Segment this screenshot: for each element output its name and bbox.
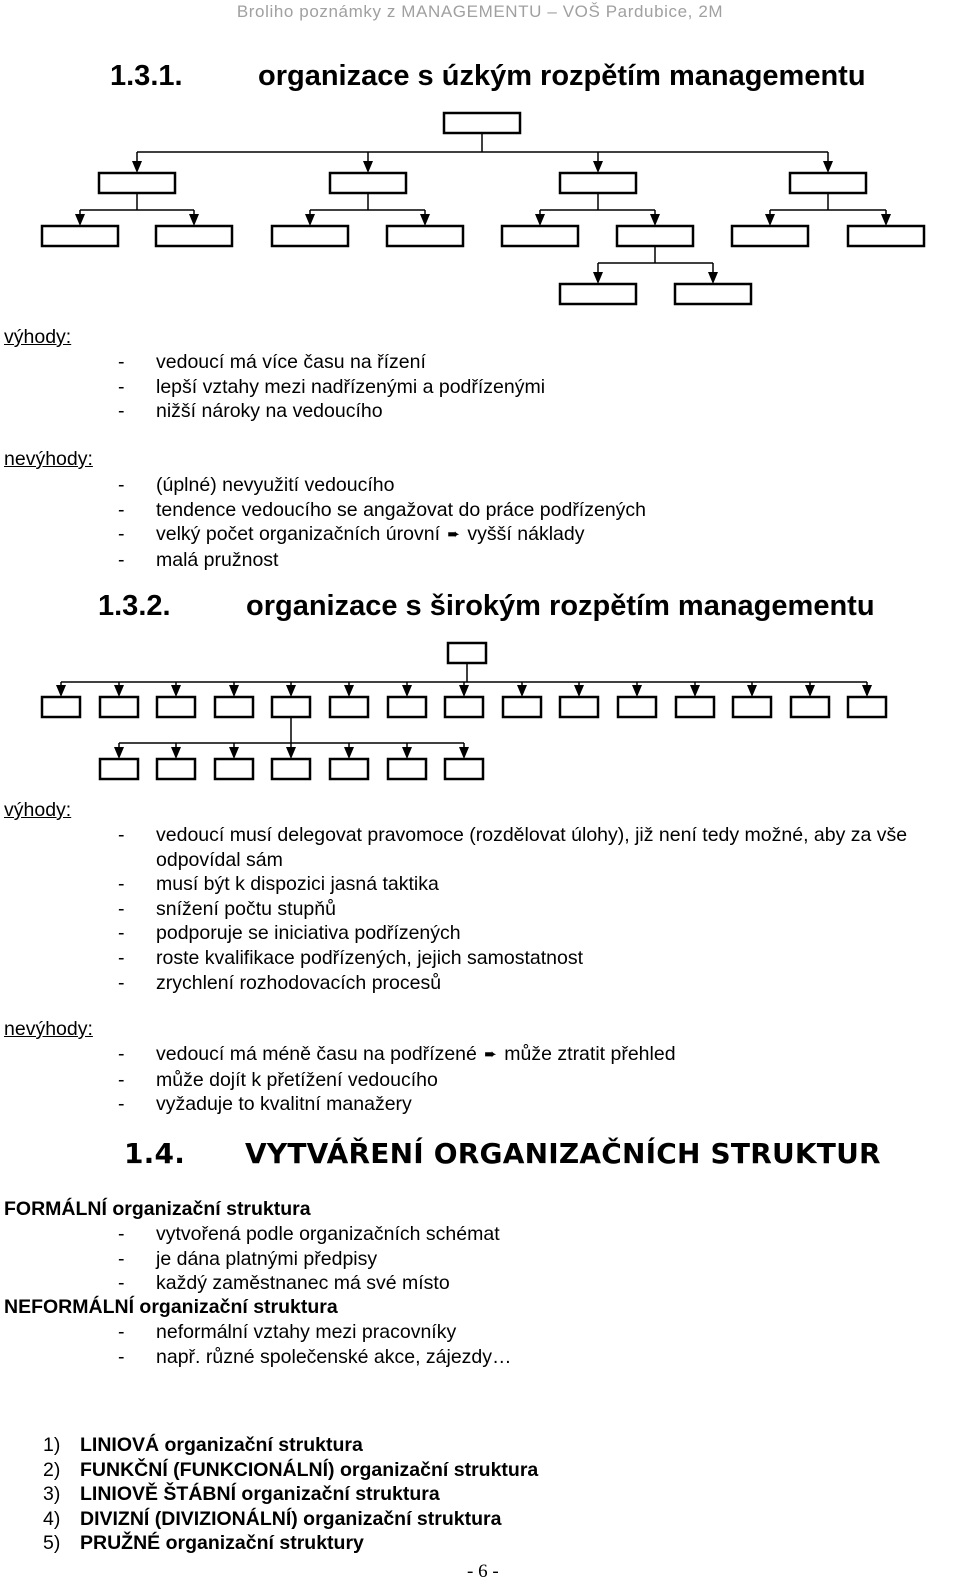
org-chart-box xyxy=(42,226,118,246)
org-chart-box xyxy=(560,697,598,717)
list-item: - může dojít k přetížení vedoucího xyxy=(118,1068,676,1093)
org-chart-box xyxy=(42,697,80,717)
list-item-text: PRUŽNÉ organizační struktury xyxy=(80,1532,364,1555)
org-chart-box xyxy=(100,759,138,779)
down-arrow-icon xyxy=(459,747,469,759)
list-item: - roste kvalifikace podřízených, jejich samostatnost xyxy=(118,946,950,971)
org-chart-box xyxy=(100,697,138,717)
disadvantages-label: nevýhody: xyxy=(4,1018,93,1040)
org-chart-box xyxy=(330,173,406,193)
down-arrow-icon xyxy=(305,214,315,226)
list-item: - vyžaduje to kvalitní manažery xyxy=(118,1092,676,1117)
down-arrow-icon xyxy=(132,161,142,173)
down-arrow-icon xyxy=(765,214,775,226)
down-arrow-icon xyxy=(535,214,545,226)
org-chart-box xyxy=(791,697,829,717)
down-arrow-icon xyxy=(114,747,124,759)
list-item-text: velký počet organizačních úrovní xyxy=(156,523,440,546)
down-arrow-icon xyxy=(402,685,412,697)
org-chart-box xyxy=(848,697,886,717)
down-arrow-icon xyxy=(420,214,430,226)
down-arrow-icon xyxy=(171,747,181,759)
down-arrow-icon xyxy=(517,685,527,697)
down-arrow-icon xyxy=(344,685,354,697)
org-chart-box xyxy=(445,697,483,717)
org-chart-box xyxy=(503,697,541,717)
list-item-text: může ztratit přehled xyxy=(504,1043,676,1065)
section-number-1-3-1: 1.3.1. xyxy=(110,60,183,92)
list-item: - tendence vedoucího se angažovat do práce podřízených xyxy=(118,498,646,523)
org-chart-box xyxy=(448,643,486,663)
list-item: - (úplné) nevyužití vedoucího xyxy=(118,473,646,498)
list-item: - je dána platnými předpisy xyxy=(118,1247,500,1272)
down-arrow-icon xyxy=(823,161,833,173)
down-arrow-icon xyxy=(402,747,412,759)
org-chart-box xyxy=(272,759,310,779)
list-item xyxy=(43,1507,538,1532)
down-arrow-icon xyxy=(574,685,584,697)
list-number: 1) xyxy=(43,1434,61,1456)
list-item: - každý zaměstnanec má své místo xyxy=(118,1271,500,1296)
wide-advantages-list xyxy=(118,823,950,995)
list-item: - nižší nároky na vedoucího xyxy=(118,399,545,424)
list-item xyxy=(43,1433,538,1458)
org-chart-box xyxy=(790,173,866,193)
list-number: 2) xyxy=(43,1458,61,1481)
down-arrow-icon xyxy=(56,685,66,697)
org-chart-box xyxy=(157,759,195,779)
advantages-label: výhody: xyxy=(4,799,72,821)
heading-rest: organizační struktura xyxy=(134,1296,338,1318)
down-arrow-icon xyxy=(286,685,296,697)
down-arrow-icon xyxy=(363,161,373,173)
heading-rest: organizační struktura xyxy=(106,1198,311,1220)
org-chart-box xyxy=(676,697,714,717)
page-header: Broliho poznámky z MANAGEMENTU – VOŠ Pardubice, 2M xyxy=(236,2,724,21)
org-chart-box xyxy=(560,173,636,193)
wide-disadvantages-list xyxy=(118,1042,676,1117)
list-item: - neformální vztahy mezi pracovníky xyxy=(118,1320,512,1345)
list-item xyxy=(43,1482,538,1507)
org-chart-box xyxy=(848,226,924,246)
down-arrow-icon xyxy=(805,685,815,697)
section-number-1-3-2: 1.3.2. xyxy=(98,590,171,622)
org-chart-box xyxy=(618,697,656,717)
page-number: - 6 - xyxy=(467,1561,499,1582)
list-item: - podporuje se iniciativa podřízených xyxy=(118,921,950,946)
section-title-narrow-span: organizace s úzkým rozpětím managementu xyxy=(258,60,866,92)
list-item xyxy=(118,1042,676,1068)
list-item-text: DIVIZNÍ (DIVIZIONÁLNÍ) organizační struktura xyxy=(80,1507,502,1530)
down-arrow-icon xyxy=(229,747,239,759)
advantages-label: výhody: xyxy=(4,326,72,348)
list-item: - snížení počtu stupňů xyxy=(118,897,950,922)
down-arrow-icon xyxy=(114,685,124,697)
list-number: 5) xyxy=(43,1532,61,1555)
list-item: - malá pružnost xyxy=(118,548,646,573)
down-arrow-icon xyxy=(747,685,757,697)
org-chart-box xyxy=(444,113,520,133)
list-item: - vedoucí musí delegovat pravomoce (rozdělovat úlohy), již není tedy možné, aby za vše odpovídal sám xyxy=(118,823,950,872)
org-chart-box xyxy=(445,759,483,779)
down-arrow-icon xyxy=(862,685,872,697)
org-chart-box xyxy=(99,173,175,193)
down-arrow-icon xyxy=(286,747,296,759)
list-item-text: vyšší náklady xyxy=(467,523,585,546)
down-arrow-icon xyxy=(593,272,603,284)
down-arrow-icon xyxy=(171,685,181,697)
org-chart-box xyxy=(272,697,310,717)
list-item-text: FUNKČNÍ (FUNKCIONÁLNÍ) organizační struktura xyxy=(80,1458,539,1481)
list-item xyxy=(118,522,646,548)
heading-caps: FORMÁLNÍ xyxy=(4,1198,107,1220)
org-chart-box xyxy=(617,226,693,246)
org-chart-box xyxy=(732,226,808,246)
list-item: - vedoucí má více času na řízení xyxy=(118,350,545,375)
org-chart-box xyxy=(157,697,195,717)
list-item xyxy=(43,1458,538,1483)
formal-structure-heading xyxy=(4,1198,311,1221)
down-arrow-icon xyxy=(189,214,199,226)
down-arrow-icon xyxy=(690,685,700,697)
org-chart-box xyxy=(388,697,426,717)
org-chart-box xyxy=(733,697,771,717)
section-title-wide-span: organizace s širokým rozpětím managementu xyxy=(246,590,875,622)
down-arrow-icon xyxy=(650,214,660,226)
org-chart-box xyxy=(330,697,368,717)
list-item: - vytvořená podle organizačních schémat xyxy=(118,1222,500,1247)
down-arrow-icon xyxy=(344,747,354,759)
structure-types-list xyxy=(43,1433,538,1556)
narrow-advantages-list xyxy=(118,350,545,424)
org-chart-box xyxy=(675,284,751,304)
heading-caps: NEFORMÁLNÍ xyxy=(4,1296,134,1318)
informal-structure-heading xyxy=(4,1296,338,1319)
wide-span-org-chart xyxy=(0,640,960,790)
down-arrow-icon xyxy=(593,161,603,173)
down-arrow-icon xyxy=(459,685,469,697)
list-item-text: LINIOVÁ organizační struktura xyxy=(80,1434,363,1456)
section-title-creating-structures: VYTVÁŘENÍ ORGANIZAČNÍCH STRUKTUR xyxy=(245,1137,881,1170)
section-number-1-4: 1.4. xyxy=(124,1137,186,1170)
down-arrow-icon xyxy=(881,214,891,226)
org-chart-box xyxy=(215,697,253,717)
right-arrow-icon: ➨ xyxy=(447,526,460,544)
right-arrow-icon: ➨ xyxy=(484,1046,497,1063)
list-item xyxy=(43,1531,538,1556)
informal-structure-list xyxy=(118,1320,512,1369)
formal-structure-list xyxy=(118,1222,500,1296)
down-arrow-icon xyxy=(632,685,642,697)
org-chart-box xyxy=(156,226,232,246)
list-item-text: LINIOVĚ ŠTÁBNÍ organizační struktura xyxy=(80,1483,440,1506)
down-arrow-icon xyxy=(75,214,85,226)
narrow-span-org-chart xyxy=(0,100,960,320)
list-number: 3) xyxy=(43,1483,61,1506)
org-chart-box xyxy=(215,759,253,779)
list-item: - musí být k dispozici jasná taktika xyxy=(118,872,950,897)
org-chart-box xyxy=(388,759,426,779)
list-number: 4) xyxy=(43,1507,61,1530)
org-chart-box xyxy=(502,226,578,246)
org-chart-box xyxy=(272,226,348,246)
list-item: - lepší vztahy mezi nadřízenými a podřízenými xyxy=(118,375,545,400)
narrow-disadvantages-list xyxy=(118,473,646,572)
list-item: - např. různé společenské akce, zájezdy… xyxy=(118,1345,512,1370)
org-chart-box xyxy=(560,284,636,304)
list-item: - zrychlení rozhodovacích procesů xyxy=(118,971,950,996)
down-arrow-icon xyxy=(229,685,239,697)
disadvantages-label: nevýhody: xyxy=(4,448,93,470)
org-chart-box xyxy=(387,226,463,246)
org-chart-box xyxy=(330,759,368,779)
list-item-text: vedoucí má méně času na podřízené xyxy=(156,1043,477,1065)
down-arrow-icon xyxy=(708,272,718,284)
